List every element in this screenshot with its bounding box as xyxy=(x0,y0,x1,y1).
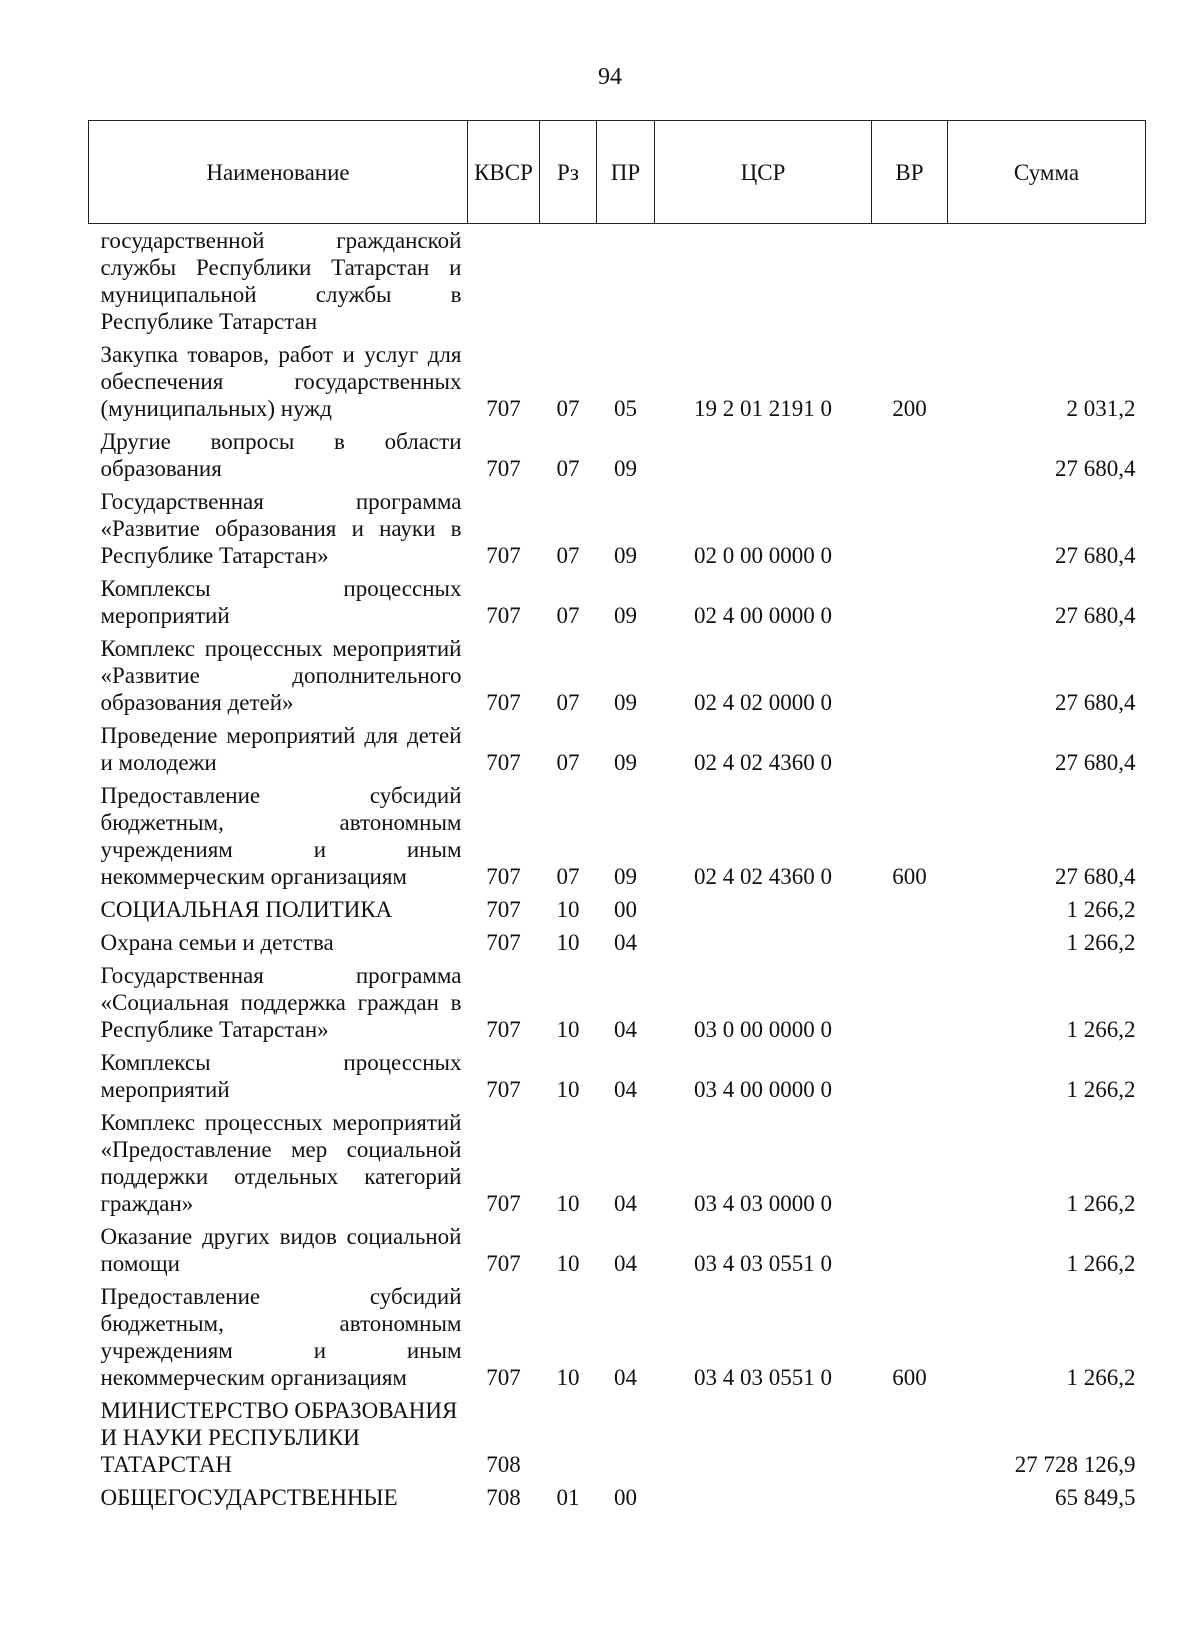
row-kvsr: 708 xyxy=(486,1485,521,1510)
table-row xyxy=(89,1280,1146,1394)
row-sum: 27 680,4 xyxy=(1055,456,1136,481)
row-kvsr: 707 xyxy=(486,543,521,568)
row-rz: 10 xyxy=(556,1077,580,1102)
row-sum xyxy=(948,224,1146,339)
row-name: Предоставление субсидий бюджетным, автономным учреждениям и иным некоммерческим организациям xyxy=(100,1284,462,1390)
row-rz: 10 xyxy=(556,1017,580,1042)
row-sum: 1 266,2 xyxy=(1066,1017,1136,1042)
row-name: СОЦИАЛЬНАЯ ПОЛИТИКА xyxy=(100,897,393,922)
table-row xyxy=(89,1220,1146,1280)
table-row xyxy=(89,1481,1146,1514)
row-csr xyxy=(655,1394,872,1481)
row-name: Закупка товаров, работ и услуг для обеспечения государственных (муниципальных) нужд xyxy=(100,342,462,421)
row-name: Оказание других видов социальной помощи xyxy=(100,1224,462,1276)
row-kvsr: 707 xyxy=(486,690,521,715)
row-vr: 600 xyxy=(892,864,927,889)
row-vr xyxy=(872,485,948,572)
row-name: Комплекс процессных мероприятий «Предоставление мер социальной поддержки отдельных категорий граждан» xyxy=(100,1110,462,1216)
row-rz: 07 xyxy=(556,690,580,715)
row-pr: 04 xyxy=(614,1017,637,1042)
row-rz: 10 xyxy=(556,1251,580,1276)
table-row xyxy=(89,926,1146,959)
row-sum: 1 266,2 xyxy=(1066,930,1136,955)
page-number: 94 xyxy=(598,64,622,90)
table-row xyxy=(89,1394,1146,1481)
table-row xyxy=(89,959,1146,1046)
row-sum: 1 266,2 xyxy=(1066,1077,1136,1102)
row-vr xyxy=(872,1394,948,1481)
row-rz: 07 xyxy=(556,396,580,421)
row-csr: 02 4 00 0000 0 xyxy=(694,603,832,628)
row-sum: 1 266,2 xyxy=(1066,1191,1136,1216)
row-kvsr xyxy=(468,224,540,339)
table-header xyxy=(89,121,1146,224)
row-rz xyxy=(540,224,597,339)
row-pr: 04 xyxy=(614,1191,637,1216)
row-csr: 02 4 02 0000 0 xyxy=(694,690,832,715)
table-row xyxy=(89,224,1146,339)
row-pr: 00 xyxy=(614,1485,637,1510)
row-vr xyxy=(872,425,948,485)
row-pr: 04 xyxy=(614,1077,637,1102)
row-kvsr: 707 xyxy=(486,750,521,775)
row-kvsr: 707 xyxy=(486,864,521,889)
row-vr: 200 xyxy=(892,396,927,421)
row-pr: 09 xyxy=(614,603,637,628)
row-pr: 09 xyxy=(614,543,637,568)
row-csr xyxy=(655,893,872,926)
header-csr: ЦСР xyxy=(655,121,872,224)
row-rz: 10 xyxy=(556,897,580,922)
row-csr xyxy=(655,1481,872,1514)
row-sum: 1 266,2 xyxy=(1066,1365,1136,1390)
table-row xyxy=(89,1106,1146,1220)
row-csr: 02 0 00 0000 0 xyxy=(694,543,832,568)
row-vr xyxy=(872,1106,948,1220)
table-row xyxy=(89,425,1146,485)
row-csr: 03 0 00 0000 0 xyxy=(694,1017,832,1042)
header-kvsr: КВСР xyxy=(468,121,540,224)
row-vr xyxy=(872,572,948,632)
header-name: Наименование xyxy=(89,121,468,224)
row-vr xyxy=(872,1046,948,1106)
row-sum: 2 031,2 xyxy=(1066,396,1136,421)
row-rz: 10 xyxy=(556,1365,580,1390)
row-name: Государственная программа «Социальная поддержка граждан в Республике Татарстан» xyxy=(100,963,462,1042)
row-csr: 02 4 02 4360 0 xyxy=(694,864,832,889)
row-pr: 00 xyxy=(614,897,637,922)
row-vr xyxy=(872,959,948,1046)
header-rz: Рз xyxy=(540,121,597,224)
row-name: Комплекс процессных мероприятий «Развитие дополнительного образования детей» xyxy=(100,636,462,715)
table-row xyxy=(89,893,1146,926)
row-pr xyxy=(597,1394,655,1481)
row-rz: 07 xyxy=(556,456,580,481)
row-rz: 10 xyxy=(556,930,580,955)
row-rz: 10 xyxy=(556,1191,580,1216)
row-csr: 19 2 01 2191 0 xyxy=(694,396,832,421)
row-csr: 03 4 03 0000 0 xyxy=(694,1191,832,1216)
row-pr xyxy=(597,224,655,339)
row-name: государственной гражданской службы Республики Татарстан и муниципальной службы в Республике Татарстан xyxy=(100,228,462,334)
row-sum: 27 680,4 xyxy=(1055,603,1136,628)
table-row xyxy=(89,338,1146,425)
row-rz: 07 xyxy=(556,603,580,628)
row-sum: 1 266,2 xyxy=(1066,897,1136,922)
row-rz xyxy=(540,1394,597,1481)
row-pr: 04 xyxy=(614,1365,637,1390)
header-pr: ПР xyxy=(597,121,655,224)
header-sum: Сумма xyxy=(948,121,1146,224)
row-csr: 03 4 03 0551 0 xyxy=(694,1365,832,1390)
row-csr xyxy=(655,425,872,485)
row-sum: 27 680,4 xyxy=(1055,750,1136,775)
row-csr xyxy=(655,224,872,339)
row-pr: 09 xyxy=(614,864,637,889)
row-rz: 07 xyxy=(556,864,580,889)
row-vr xyxy=(872,224,948,339)
row-name: Комплексы процессных мероприятий xyxy=(100,1050,462,1102)
row-vr xyxy=(872,632,948,719)
row-name: Государственная программа «Развитие образования и науки в Республике Татарстан» xyxy=(100,489,462,568)
row-kvsr: 707 xyxy=(486,603,521,628)
row-rz: 01 xyxy=(556,1485,580,1510)
row-name: Охрана семьи и детства xyxy=(100,930,334,955)
row-kvsr: 707 xyxy=(486,1017,521,1042)
row-sum: 27 680,4 xyxy=(1055,543,1136,568)
row-csr: 02 4 02 4360 0 xyxy=(694,750,832,775)
table-row xyxy=(89,485,1146,572)
row-pr: 04 xyxy=(614,1251,637,1276)
row-pr: 05 xyxy=(614,396,637,421)
row-kvsr: 707 xyxy=(486,897,521,922)
table-row xyxy=(89,719,1146,779)
row-name: Предоставление субсидий бюджетным, автономным учреждениям и иным некоммерческим организациям xyxy=(100,783,462,889)
row-name: МИНИСТЕРСТВО ОБРАЗОВАНИЯ И НАУКИ РЕСПУБЛИКИ ТАТАРСТАН xyxy=(100,1398,458,1477)
row-name: Проведение мероприятий для детей и молодежи xyxy=(100,723,462,775)
table-row xyxy=(89,572,1146,632)
row-pr: 09 xyxy=(614,690,637,715)
row-kvsr: 707 xyxy=(486,396,521,421)
row-csr: 03 4 00 0000 0 xyxy=(694,1077,832,1102)
budget-table xyxy=(88,120,1146,1514)
row-csr: 03 4 03 0551 0 xyxy=(694,1251,832,1276)
table-row xyxy=(89,779,1146,893)
row-name: Комплексы процессных мероприятий xyxy=(100,576,462,628)
row-kvsr: 707 xyxy=(486,456,521,481)
table-row xyxy=(89,632,1146,719)
row-csr xyxy=(655,926,872,959)
row-name: Другие вопросы в области образования xyxy=(100,429,462,481)
row-pr: 09 xyxy=(614,750,637,775)
row-kvsr: 707 xyxy=(486,1251,521,1276)
row-kvsr: 707 xyxy=(486,1365,521,1390)
row-vr xyxy=(872,893,948,926)
row-kvsr: 707 xyxy=(486,1077,521,1102)
row-name: ОБЩЕГОСУДАРСТВЕННЫЕ xyxy=(100,1485,398,1510)
row-kvsr: 707 xyxy=(486,1191,521,1216)
row-vr xyxy=(872,719,948,779)
row-vr xyxy=(872,1220,948,1280)
row-rz: 07 xyxy=(556,750,580,775)
header-vr: ВР xyxy=(872,121,948,224)
row-kvsr: 708 xyxy=(486,1452,521,1477)
row-vr xyxy=(872,1481,948,1514)
row-pr: 09 xyxy=(614,456,637,481)
row-vr xyxy=(872,926,948,959)
row-sum: 27 728 126,9 xyxy=(1014,1452,1136,1477)
row-rz: 07 xyxy=(556,543,580,568)
row-pr: 04 xyxy=(614,930,637,955)
table-body xyxy=(89,224,1146,1515)
row-vr: 600 xyxy=(892,1365,927,1390)
row-sum: 27 680,4 xyxy=(1055,864,1136,889)
row-sum: 65 849,5 xyxy=(1055,1485,1136,1510)
table-row xyxy=(89,1046,1146,1106)
row-sum: 1 266,2 xyxy=(1066,1251,1136,1276)
row-sum: 27 680,4 xyxy=(1055,690,1136,715)
row-kvsr: 707 xyxy=(486,930,521,955)
